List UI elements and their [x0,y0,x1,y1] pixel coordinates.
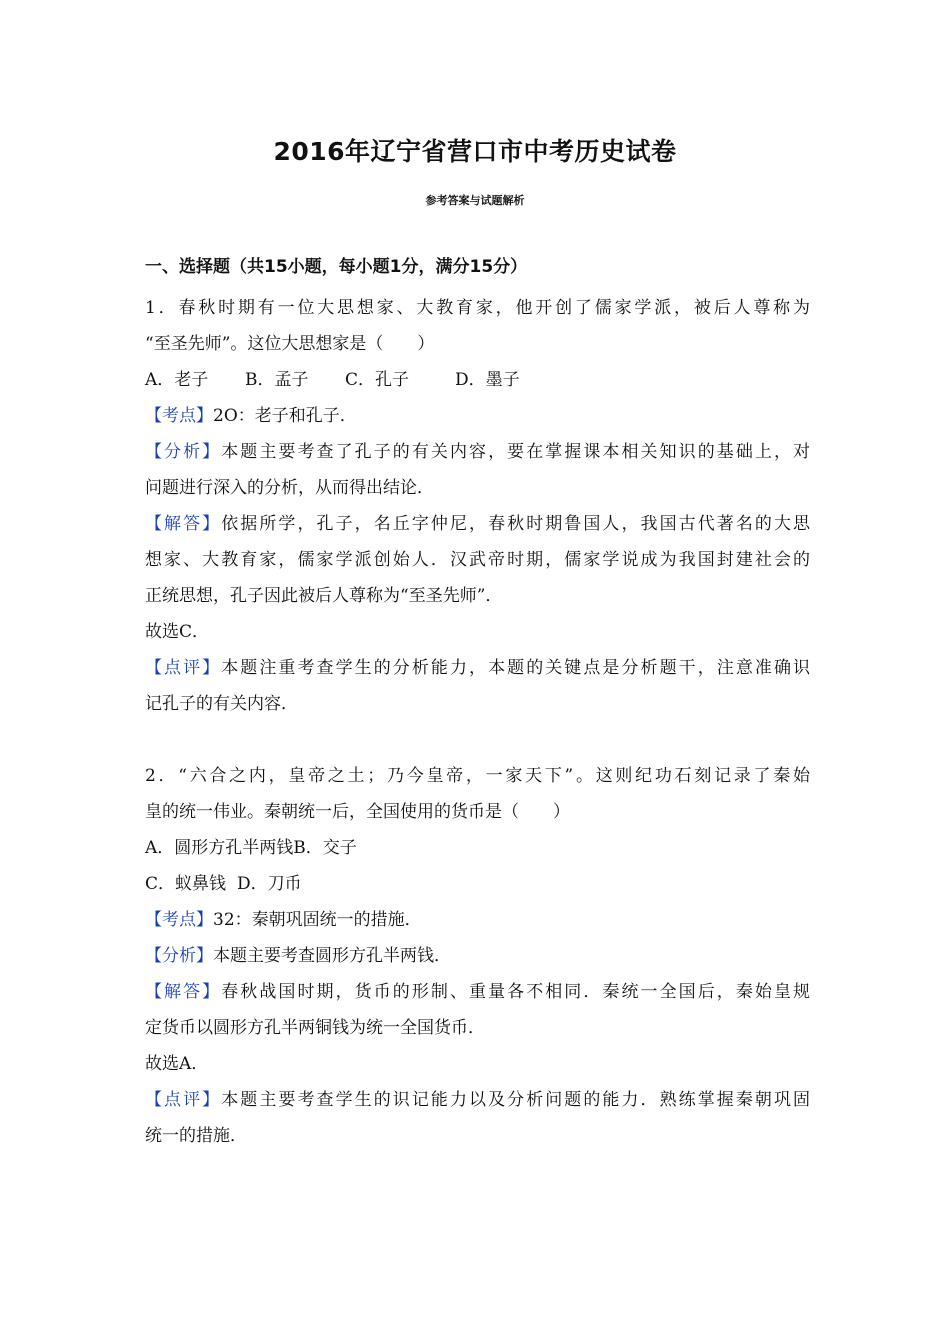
q1-kaodian [145,398,810,434]
dianping-label: 【点评】 [145,658,222,678]
q1-option-d: D．墨子 [455,370,520,390]
q2-dianping-text: 本题主要考查学生的识记能力以及分析问题的能力．熟练掌握秦朝巩固 [221,1090,811,1110]
fenxi-label: 【分析】 [145,946,213,966]
q1-fenxi [145,434,810,470]
q2-option-c: C．蚁鼻钱 [145,874,227,894]
kaodian-label: 【考点】 [145,406,213,426]
q2-fenxi-text: 本题主要考查圆形方孔半两钱． [213,946,451,966]
q2-jieda-text: 春秋战国时期，货币的形制、重量各不相同．秦统一全国后，秦始皇规 [221,982,811,1002]
q2-option-a: A．圆形方孔半两钱 [145,838,294,858]
spacer [145,722,810,758]
q1-dianping-text: 本题注重考查学生的分析能力，本题的关键点是分析题干，注意准确识 [221,658,811,678]
q1-jieda [145,506,810,542]
q1-fenxi-text: 本题主要考查了孔子的有关内容，要在掌握课本相关知识的基础上，对 [221,442,811,462]
page-subtitle: 参考答案与试题解析 [425,194,525,207]
q1-fenxi-cont: 问题进行深入的分析，从而得出结论． [145,478,434,498]
q1-kaodian-text: 2O：老子和孔子． [213,406,357,426]
q1-stem-line: “至圣先师”。这位大思想家是（ ） [145,334,435,354]
q1-jieda-text: 依据所学，孔子，名丘字仲尼，春秋时期鲁国人，我国古代著名的大思 [221,514,811,534]
q2-dianping [145,1082,810,1118]
q1-dianping [145,650,810,686]
q1-option-c: C．孔子 [345,370,410,390]
q2-jieda-cont: 定货币以圆形方孔半两铜钱为统一全国货币． [145,1018,485,1038]
jieda-label: 【解答】 [145,982,222,1002]
q2-option-b: B．交子 [293,838,357,858]
fenxi-label: 【分析】 [145,442,222,462]
q1-dianping-cont: 记孔子的有关内容． [145,694,298,714]
q1-option-b: B．孟子 [245,370,309,390]
q2-stem-line: 2．“六合之内，皇帝之土；乃今皇帝，一家天下”。这则纪功石刻记录了秦始 [145,766,810,786]
question-2 [145,758,810,1154]
question-1 [145,290,810,722]
q2-kaodian-text: 32：秦朝巩固统一的措施． [213,910,422,930]
q1-options [145,362,810,398]
q1-jieda-cont: 想家、大教育家，儒家学派创始人．汉武帝时期，儒家学说成为我国封建社会的 [145,550,810,570]
q1-jieda-cont: 正统思想，孔子因此被后人尊称为“至圣先师”． [145,586,503,606]
q2-dianping-cont: 统一的措施． [145,1126,247,1146]
q2-stem-line: 皇的统一伟业。秦朝统一后，全国使用的货币是（ ） [145,802,570,822]
q2-answer: 故选A． [145,1054,209,1074]
jieda-label: 【解答】 [145,514,222,534]
q2-option-d: D．刀币 [237,874,302,894]
q2-kaodian [145,902,810,938]
dianping-label: 【点评】 [145,1090,222,1110]
q1-answer: 故选C． [145,622,210,642]
section-heading: 一、选择题（共15小题，每小题1分，满分15分） [145,257,528,277]
q1-option-a: A．老子 [145,370,209,390]
page-title: 2016年辽宁省营口市中考历史试卷 [273,137,677,166]
q1-stem-line: 1．春秋时期有一位大思想家、大教育家，他开创了儒家学派，被后人尊称为 [145,298,810,318]
q2-options-row1 [145,830,810,866]
q2-options-row2 [145,866,810,902]
q2-fenxi [145,938,810,974]
content-body [145,254,810,1154]
kaodian-label: 【考点】 [145,910,213,930]
q2-jieda [145,974,810,1010]
